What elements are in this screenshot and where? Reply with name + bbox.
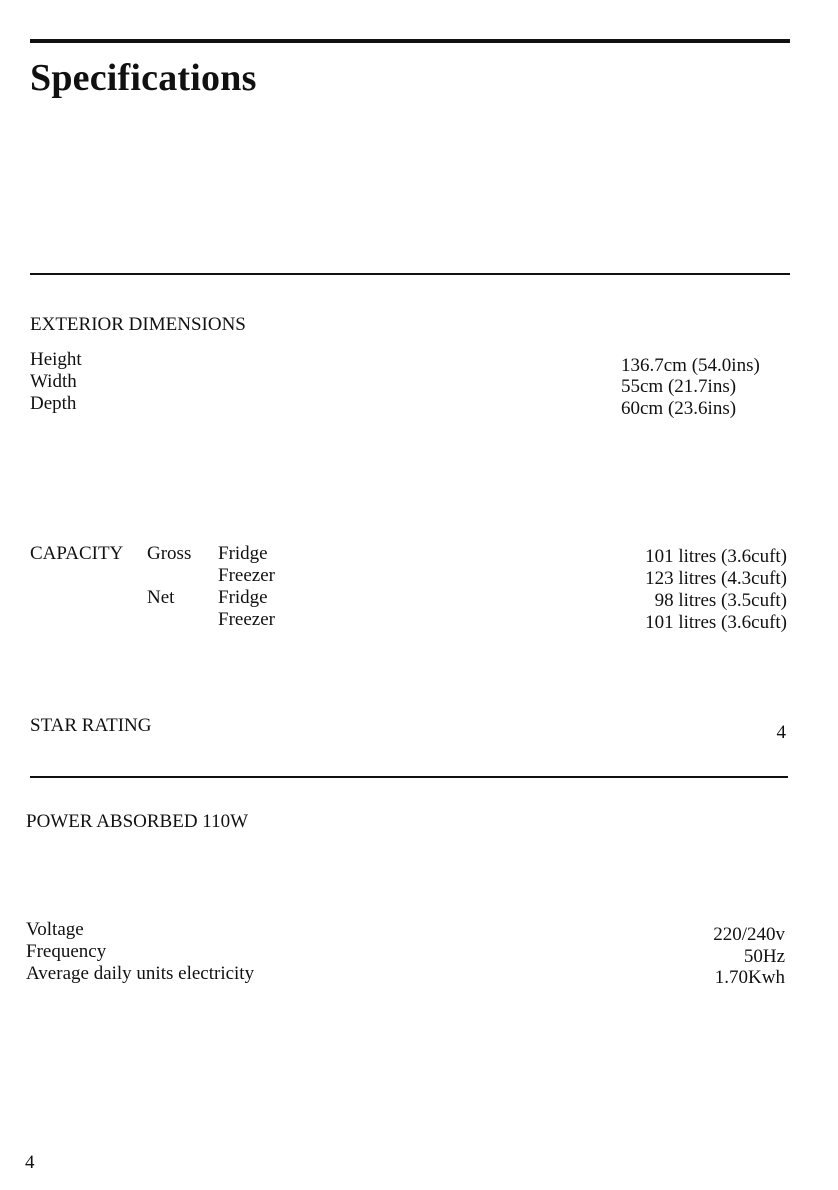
dimension-label-depth: Depth [30, 393, 77, 414]
power-value-frequency: 50Hz [743, 946, 785, 967]
exterior-dimensions-heading: EXTERIOR DIMENSIONS [30, 314, 246, 335]
section-divider-top [30, 273, 790, 275]
power-absorbed-heading: POWER ABSORBED 110W [26, 811, 249, 832]
page-title: Specifications [30, 57, 257, 99]
capacity-compartment-gross-freezer: Freezer [218, 565, 275, 586]
star-rating-value: 4 [776, 722, 786, 743]
capacity-value-net-freezer: 101 litres (3.6cuft) [645, 612, 787, 633]
power-label-daily-units: Average daily units electricity [26, 963, 255, 984]
capacity-compartment-gross-fridge: Fridge [218, 543, 268, 564]
capacity-gross-label: Gross [147, 543, 192, 564]
dimension-value-depth: 60cm (23.6ins) [621, 398, 737, 419]
capacity-net-label: Net [147, 587, 175, 608]
page-number: 4 [25, 1152, 35, 1173]
power-value-daily-units: 1.70Kwh [714, 967, 785, 988]
dimension-value-width: 55cm (21.7ins) [621, 376, 737, 397]
capacity-value-gross-fridge: 101 litres (3.6cuft) [645, 546, 787, 567]
dimension-label-height: Height [30, 349, 82, 370]
dimension-value-height: 136.7cm (54.0ins) [621, 355, 760, 376]
power-value-voltage: 220/240v [713, 924, 785, 945]
capacity-value-gross-freezer: 123 litres (4.3cuft) [645, 568, 787, 589]
section-divider-bottom [30, 776, 788, 778]
top-rule [30, 39, 790, 43]
power-label-frequency: Frequency [26, 941, 107, 962]
star-rating-label: STAR RATING [30, 715, 152, 736]
capacity-compartment-net-freezer: Freezer [218, 609, 275, 630]
capacity-compartment-net-fridge: Fridge [218, 587, 268, 608]
dimension-label-width: Width [30, 371, 77, 392]
capacity-value-net-fridge: 98 litres (3.5cuft) [654, 590, 787, 611]
power-label-voltage: Voltage [26, 919, 84, 940]
capacity-heading: CAPACITY [30, 543, 124, 564]
